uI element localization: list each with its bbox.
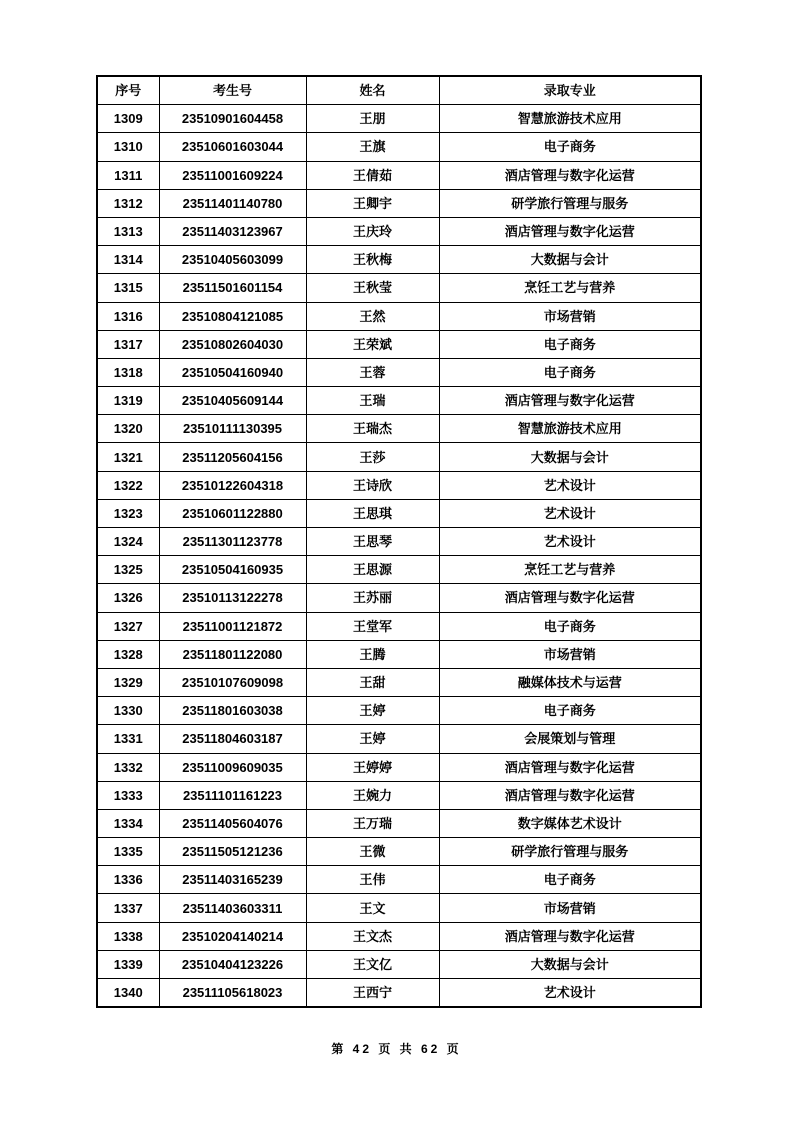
- column-header-name: 姓名: [306, 76, 439, 105]
- table-row: [97, 105, 701, 133]
- table-row: [97, 556, 701, 584]
- column-header-candidate-id: 考生号: [159, 76, 306, 105]
- cell-name: 王瑞杰: [306, 415, 439, 443]
- cell-serial: 1324: [97, 528, 159, 556]
- table-header: [97, 76, 701, 105]
- column-header-major: 录取专业: [439, 76, 701, 105]
- cell-candidate-id: 23511403165239: [159, 866, 306, 894]
- cell-major: 电子商务: [439, 697, 701, 725]
- admission-table: [96, 75, 702, 1008]
- cell-serial: 1329: [97, 668, 159, 696]
- cell-name: 王思琴: [306, 528, 439, 556]
- cell-serial: 1338: [97, 922, 159, 950]
- cell-serial: 1322: [97, 471, 159, 499]
- cell-candidate-id: 23510504160940: [159, 358, 306, 386]
- cell-major: 酒店管理与数字化运营: [439, 584, 701, 612]
- cell-name: 王婷: [306, 725, 439, 753]
- cell-candidate-id: 23511801603038: [159, 697, 306, 725]
- cell-major: 市场营销: [439, 894, 701, 922]
- cell-serial: 1311: [97, 161, 159, 189]
- table-row: [97, 387, 701, 415]
- cell-candidate-id: 23510204140214: [159, 922, 306, 950]
- cell-name: 王苏丽: [306, 584, 439, 612]
- cell-name: 王文杰: [306, 922, 439, 950]
- cell-candidate-id: 23510405603099: [159, 246, 306, 274]
- table-row: [97, 894, 701, 922]
- cell-name: 王思琪: [306, 499, 439, 527]
- cell-candidate-id: 23510802604030: [159, 330, 306, 358]
- cell-major: 酒店管理与数字化运营: [439, 781, 701, 809]
- table-row: [97, 640, 701, 668]
- table-row: [97, 612, 701, 640]
- cell-name: 王文: [306, 894, 439, 922]
- table-row: [97, 809, 701, 837]
- cell-candidate-id: 23511301123778: [159, 528, 306, 556]
- cell-major: 电子商务: [439, 133, 701, 161]
- cell-major: 融媒体技术与运营: [439, 668, 701, 696]
- cell-serial: 1334: [97, 809, 159, 837]
- table-row: [97, 697, 701, 725]
- cell-candidate-id: 23510113122278: [159, 584, 306, 612]
- table-row: [97, 528, 701, 556]
- cell-major: 艺术设计: [439, 528, 701, 556]
- table-body: [97, 105, 701, 1008]
- cell-major: 大数据与会计: [439, 246, 701, 274]
- cell-major: 会展策划与管理: [439, 725, 701, 753]
- cell-candidate-id: 23511403603311: [159, 894, 306, 922]
- table-row: [97, 499, 701, 527]
- cell-candidate-id: 23511401140780: [159, 189, 306, 217]
- cell-serial: 1340: [97, 979, 159, 1008]
- cell-candidate-id: 23511804603187: [159, 725, 306, 753]
- cell-serial: 1328: [97, 640, 159, 668]
- cell-serial: 1335: [97, 838, 159, 866]
- cell-major: 艺术设计: [439, 499, 701, 527]
- table-row: [97, 725, 701, 753]
- cell-major: 智慧旅游技术应用: [439, 105, 701, 133]
- cell-name: 王甜: [306, 668, 439, 696]
- cell-serial: 1336: [97, 866, 159, 894]
- cell-serial: 1313: [97, 217, 159, 245]
- table-row: [97, 979, 701, 1008]
- table-row: [97, 302, 701, 330]
- cell-name: 王文亿: [306, 950, 439, 978]
- cell-name: 王诗欣: [306, 471, 439, 499]
- cell-candidate-id: 23511009609035: [159, 753, 306, 781]
- table-header-row: [97, 76, 701, 105]
- cell-serial: 1315: [97, 274, 159, 302]
- table-row: [97, 471, 701, 499]
- table-row: [97, 753, 701, 781]
- cell-major: 酒店管理与数字化运营: [439, 161, 701, 189]
- cell-serial: 1330: [97, 697, 159, 725]
- table-row: [97, 838, 701, 866]
- cell-name: 王然: [306, 302, 439, 330]
- cell-name: 王荣斌: [306, 330, 439, 358]
- table-row: [97, 246, 701, 274]
- cell-serial: 1327: [97, 612, 159, 640]
- table-row: [97, 330, 701, 358]
- cell-serial: 1332: [97, 753, 159, 781]
- cell-name: 王思源: [306, 556, 439, 584]
- cell-major: 酒店管理与数字化运营: [439, 753, 701, 781]
- cell-serial: 1321: [97, 443, 159, 471]
- cell-name: 王庆玲: [306, 217, 439, 245]
- cell-candidate-id: 23510404123226: [159, 950, 306, 978]
- cell-candidate-id: 23511101161223: [159, 781, 306, 809]
- cell-major: 酒店管理与数字化运营: [439, 387, 701, 415]
- cell-name: 王西宁: [306, 979, 439, 1008]
- cell-candidate-id: 23511205604156: [159, 443, 306, 471]
- cell-candidate-id: 23511001609224: [159, 161, 306, 189]
- cell-name: 王蓉: [306, 358, 439, 386]
- table-row: [97, 950, 701, 978]
- cell-name: 王倩茹: [306, 161, 439, 189]
- cell-major: 研学旅行管理与服务: [439, 189, 701, 217]
- cell-name: 王卿宇: [306, 189, 439, 217]
- cell-major: 烹饪工艺与营养: [439, 274, 701, 302]
- table-row: [97, 584, 701, 612]
- cell-candidate-id: 23511501601154: [159, 274, 306, 302]
- cell-serial: 1318: [97, 358, 159, 386]
- cell-candidate-id: 23511403123967: [159, 217, 306, 245]
- cell-candidate-id: 23510122604318: [159, 471, 306, 499]
- cell-serial: 1309: [97, 105, 159, 133]
- cell-serial: 1333: [97, 781, 159, 809]
- cell-major: 酒店管理与数字化运营: [439, 922, 701, 950]
- table-row: [97, 415, 701, 443]
- cell-major: 智慧旅游技术应用: [439, 415, 701, 443]
- table-row: [97, 922, 701, 950]
- cell-candidate-id: 23511105618023: [159, 979, 306, 1008]
- cell-candidate-id: 23510804121085: [159, 302, 306, 330]
- page-footer: 第 42 页 共 62 页: [331, 1042, 462, 1056]
- cell-name: 王婷: [306, 697, 439, 725]
- table-row: [97, 133, 701, 161]
- cell-candidate-id: 23510107609098: [159, 668, 306, 696]
- cell-major: 市场营销: [439, 640, 701, 668]
- cell-major: 烹饪工艺与营养: [439, 556, 701, 584]
- cell-name: 王秋莹: [306, 274, 439, 302]
- cell-major: 电子商务: [439, 612, 701, 640]
- table-row: [97, 781, 701, 809]
- cell-major: 大数据与会计: [439, 950, 701, 978]
- cell-candidate-id: 23510601122880: [159, 499, 306, 527]
- table-row: [97, 443, 701, 471]
- cell-serial: 1339: [97, 950, 159, 978]
- cell-serial: 1323: [97, 499, 159, 527]
- cell-name: 王婷婷: [306, 753, 439, 781]
- cell-major: 电子商务: [439, 358, 701, 386]
- table-row: [97, 358, 701, 386]
- cell-candidate-id: 23510504160935: [159, 556, 306, 584]
- cell-serial: 1331: [97, 725, 159, 753]
- cell-name: 王瑞: [306, 387, 439, 415]
- cell-major: 艺术设计: [439, 979, 701, 1008]
- cell-candidate-id: 23511505121236: [159, 838, 306, 866]
- cell-major: 数字媒体艺术设计: [439, 809, 701, 837]
- table-row: [97, 866, 701, 894]
- cell-name: 王莎: [306, 443, 439, 471]
- cell-candidate-id: 23511405604076: [159, 809, 306, 837]
- table-row: [97, 189, 701, 217]
- cell-name: 王伟: [306, 866, 439, 894]
- cell-candidate-id: 23511001121872: [159, 612, 306, 640]
- cell-major: 电子商务: [439, 330, 701, 358]
- cell-name: 王堂军: [306, 612, 439, 640]
- cell-name: 王腾: [306, 640, 439, 668]
- cell-candidate-id: 23510601603044: [159, 133, 306, 161]
- cell-serial: 1326: [97, 584, 159, 612]
- cell-major: 市场营销: [439, 302, 701, 330]
- cell-major: 酒店管理与数字化运营: [439, 217, 701, 245]
- cell-serial: 1319: [97, 387, 159, 415]
- cell-candidate-id: 23510901604458: [159, 105, 306, 133]
- cell-name: 王婉力: [306, 781, 439, 809]
- cell-major: 大数据与会计: [439, 443, 701, 471]
- cell-name: 王旗: [306, 133, 439, 161]
- cell-candidate-id: 23511801122080: [159, 640, 306, 668]
- cell-candidate-id: 23510111130395: [159, 415, 306, 443]
- cell-serial: 1312: [97, 189, 159, 217]
- table-row: [97, 161, 701, 189]
- table-row: [97, 668, 701, 696]
- table-row: [97, 217, 701, 245]
- cell-serial: 1320: [97, 415, 159, 443]
- cell-serial: 1316: [97, 302, 159, 330]
- cell-major: 电子商务: [439, 866, 701, 894]
- cell-major: 研学旅行管理与服务: [439, 838, 701, 866]
- cell-serial: 1325: [97, 556, 159, 584]
- cell-name: 王秋梅: [306, 246, 439, 274]
- cell-candidate-id: 23510405609144: [159, 387, 306, 415]
- table-row: [97, 274, 701, 302]
- cell-name: 王微: [306, 838, 439, 866]
- cell-serial: 1310: [97, 133, 159, 161]
- cell-name: 王万瑞: [306, 809, 439, 837]
- cell-serial: 1337: [97, 894, 159, 922]
- cell-serial: 1314: [97, 246, 159, 274]
- column-header-serial: 序号: [97, 76, 159, 105]
- cell-name: 王朋: [306, 105, 439, 133]
- cell-major: 艺术设计: [439, 471, 701, 499]
- cell-serial: 1317: [97, 330, 159, 358]
